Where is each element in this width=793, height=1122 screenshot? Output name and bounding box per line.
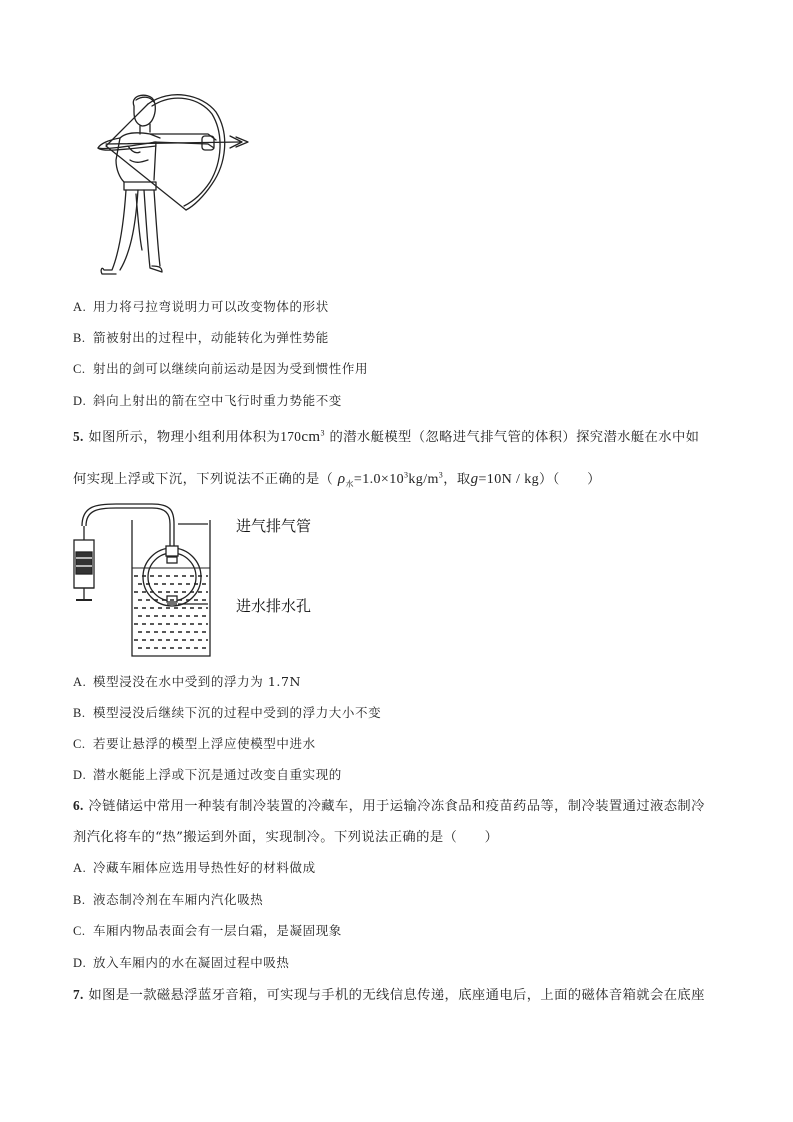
q5-stem-part: 如图所示，物理小组利用体积为 <box>88 430 281 445</box>
option-text: 斜向上射出的箭在空中飞行时重力势能不变 <box>93 393 342 408</box>
q6-option-c <box>73 921 342 939</box>
q5-stem-part: 的潜水艇模型（忽略进气排气管的体积）探究潜水艇在水中如 <box>329 430 700 445</box>
q5-option-a <box>73 672 301 690</box>
density-unit: kg/m <box>408 472 439 487</box>
option-letter: C. <box>73 737 86 751</box>
option-letter: A. <box>73 300 87 314</box>
option-letter: D. <box>73 956 87 970</box>
option-letter: D. <box>73 394 87 408</box>
option-text: 用力将弓拉弯说明力可以改变物体的形状 <box>93 299 329 314</box>
option-text: 射出的剑可以继续向前运动是因为受到惯性作用 <box>93 361 369 376</box>
question-number: 5. <box>73 429 84 444</box>
rho-symbol: ρ <box>337 471 346 487</box>
label-air-pipe: 进气排气管 <box>236 517 312 535</box>
q5-stem-part: ）（ ） <box>539 472 601 487</box>
option-text: 模型浸没后继续下沉的过程中受到的浮力大小不变 <box>93 705 382 720</box>
option-letter: C. <box>73 362 86 376</box>
q5-line-2 <box>73 468 601 490</box>
g-value: =10N / kg <box>478 472 540 487</box>
volume-value: 170 <box>280 429 302 444</box>
q7-line-1 <box>73 984 705 1003</box>
q5-option-d <box>73 765 342 783</box>
q6-line-1 <box>73 795 705 814</box>
q4-option-c <box>73 359 368 377</box>
density-exponent: 3 <box>404 470 409 480</box>
q4-option-d <box>73 391 342 409</box>
q4-option-b <box>73 328 329 346</box>
option-text: 若要让悬浮的模型上浮应使模型中进水 <box>93 736 316 751</box>
q4-option-a <box>73 297 329 315</box>
option-letter: C. <box>73 924 86 938</box>
option-text: 潜水艇能上浮或下沉是通过改变自重实现的 <box>93 767 342 782</box>
q5-stem-part: ，取 <box>443 472 471 487</box>
q5-stem-part: 何实现上浮或下沉，下列说法不正确的是（ <box>73 472 334 487</box>
option-text: 车厢内物品表面会有一层白霜，是凝固现象 <box>93 923 342 938</box>
question-number: 7. <box>73 987 84 1002</box>
option-letter: D. <box>73 768 87 782</box>
option-letter: B. <box>73 331 86 345</box>
option-text: 冷藏车厢体应选用导热性好的材料做成 <box>93 860 316 875</box>
option-text: 模型浸没在水中受到的浮力为 1.7N <box>93 674 302 689</box>
rho-subscript: 水 <box>345 479 354 489</box>
density-unit-exponent: 3 <box>438 470 444 480</box>
density-value: =1.0×10 <box>353 472 404 487</box>
q5-option-b <box>73 703 381 721</box>
q6-option-a <box>73 858 316 876</box>
option-text: 箭被射出的过程中，动能转化为弹性势能 <box>93 330 329 345</box>
q5-line-1 <box>73 426 699 446</box>
q7-stem-part: 如图是一款磁悬浮蓝牙音箱，可实现与手机的无线信息传递，底座通电后，上面的磁体音箱就会在底座 <box>88 988 705 1003</box>
archer-figure <box>90 90 260 285</box>
q6-line-2 <box>73 826 498 845</box>
option-text: 放入车厢内的水在凝固过程中吸热 <box>93 955 290 970</box>
q6-option-d <box>73 953 290 971</box>
option-letter: B. <box>73 706 86 720</box>
label-water-hole: 进水排水孔 <box>236 597 312 615</box>
q6-stem-part: 冷链储运中常用一种装有制冷装置的冷藏车，用于运输冷冻食品和疫苗药品等，制冷装置通过液态制冷 <box>88 799 705 814</box>
submarine-diagram <box>66 500 236 662</box>
option-text: 液态制冷剂在车厢内汽化吸热 <box>93 892 264 907</box>
g-symbol: g <box>470 471 479 487</box>
option-letter: A. <box>73 675 87 689</box>
option-letter: B. <box>73 893 86 907</box>
volume-exponent: 3 <box>320 428 325 438</box>
q6-stem-part: 剂汽化将车的“热”搬运到外面，实现制冷。下列说法正确的是（ ） <box>73 830 499 845</box>
volume-unit: cm <box>301 429 321 445</box>
q5-option-c <box>73 734 316 752</box>
question-number: 6. <box>73 798 84 813</box>
q6-option-b <box>73 890 263 908</box>
option-letter: A. <box>73 861 87 875</box>
